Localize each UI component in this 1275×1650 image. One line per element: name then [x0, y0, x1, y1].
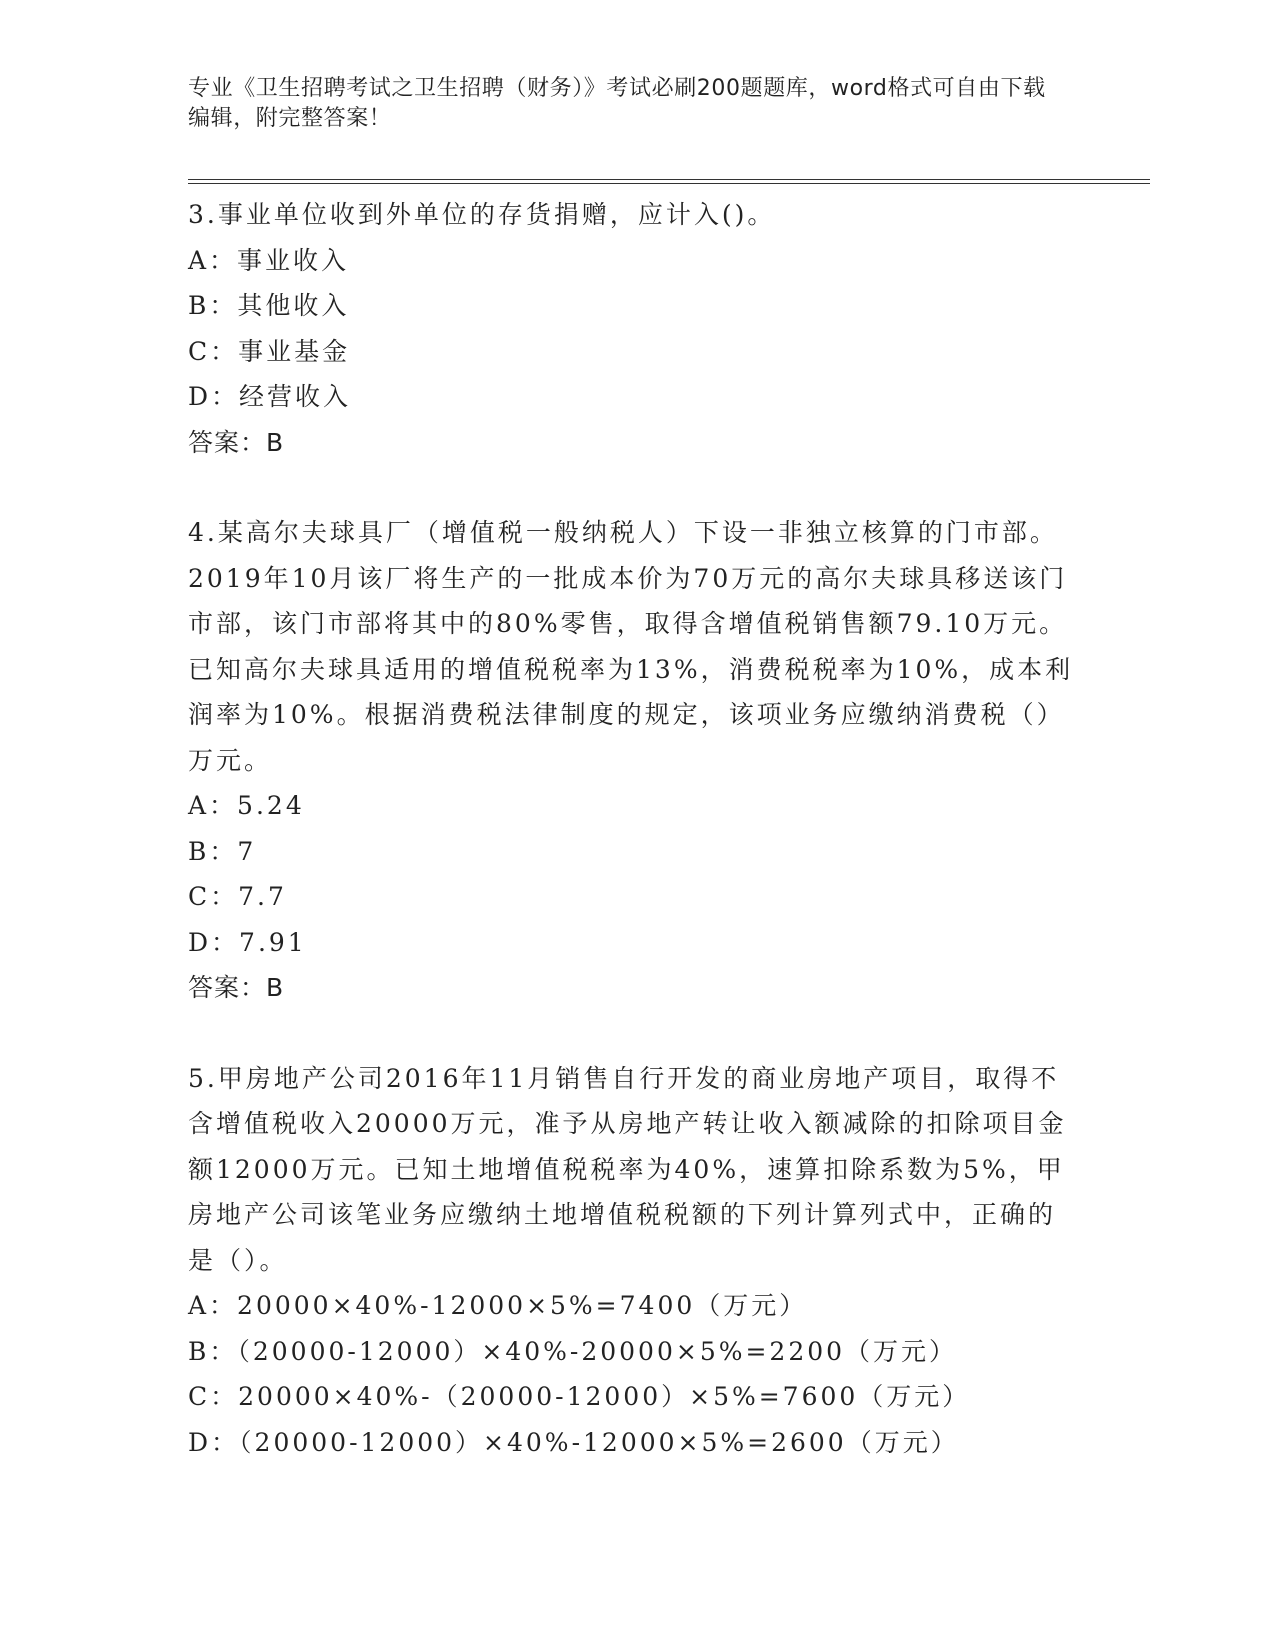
question-text: 4.某高尔夫球具厂（增值税一般纳税人）下设一非独立核算的门市部。2019年10月该厂将生产的一批成本价为70万元的高尔夫球具移送该门市部，该门市部将其中的80%零售，取得含增值税销售额79.10万元。已知高尔夫球具适用的增值税税率为13%，消费税税率为10%，成本利润率为10%。根据消费税法律制度的规定，该项业务应缴纳消费税（）万元。 [188, 518, 1074, 775]
option-d: D：（20000-12000）×40%-12000×5%=2600（万元） [188, 1427, 959, 1457]
question-text: 3.事业单位收到外单位的存货捐赠，应计入()。 [188, 200, 776, 229]
question-4 [188, 510, 1078, 1011]
option-d: D：7.91 [188, 927, 307, 957]
spacer [188, 1011, 1078, 1056]
option-b: B：（20000-12000）×40%-20000×5%=2200（万元） [188, 1336, 958, 1366]
option-a: A：5.24 [188, 791, 305, 820]
option-a: A：事业收入 [188, 245, 350, 275]
spacer [188, 465, 1078, 510]
option-b: B：其他收入 [188, 291, 350, 320]
document-header: 专业《卫生招聘考试之卫生招聘（财务）》考试必刷200题题库，word格式可自由下载编辑，附完整答案！ [188, 76, 1046, 131]
question-list [188, 192, 1078, 1465]
question-text: 5.甲房地产公司2016年11月销售自行开发的商业房地产项目，取得不含增值税收入20000万元，准予从房地产转让收入额减除的扣除项目金额12000万元。已知土地增值税税率为40%，速算扣除系数为5%，甲房地产公司该笔业务应缴纳土地增值税税额的下列计算列式中，正确的是（）。 [188, 1063, 1067, 1275]
option-a: A：20000×40%-12000×5%=7400（万元） [188, 1291, 808, 1320]
option-b: B：7 [188, 836, 257, 866]
question-3 [188, 192, 1078, 465]
header-divider-line-double [188, 183, 1150, 184]
option-c: C：7.7 [188, 882, 287, 911]
option-c: C：20000×40%-（20000-12000）×5%=7600（万元） [188, 1382, 971, 1411]
answer-label: 答案：B [188, 427, 285, 457]
option-c: C：事业基金 [188, 336, 351, 366]
answer-label: 答案：B [188, 973, 285, 1002]
question-5 [188, 1056, 1078, 1466]
option-d: D：经营收入 [188, 382, 352, 411]
header-divider-line [188, 179, 1150, 180]
